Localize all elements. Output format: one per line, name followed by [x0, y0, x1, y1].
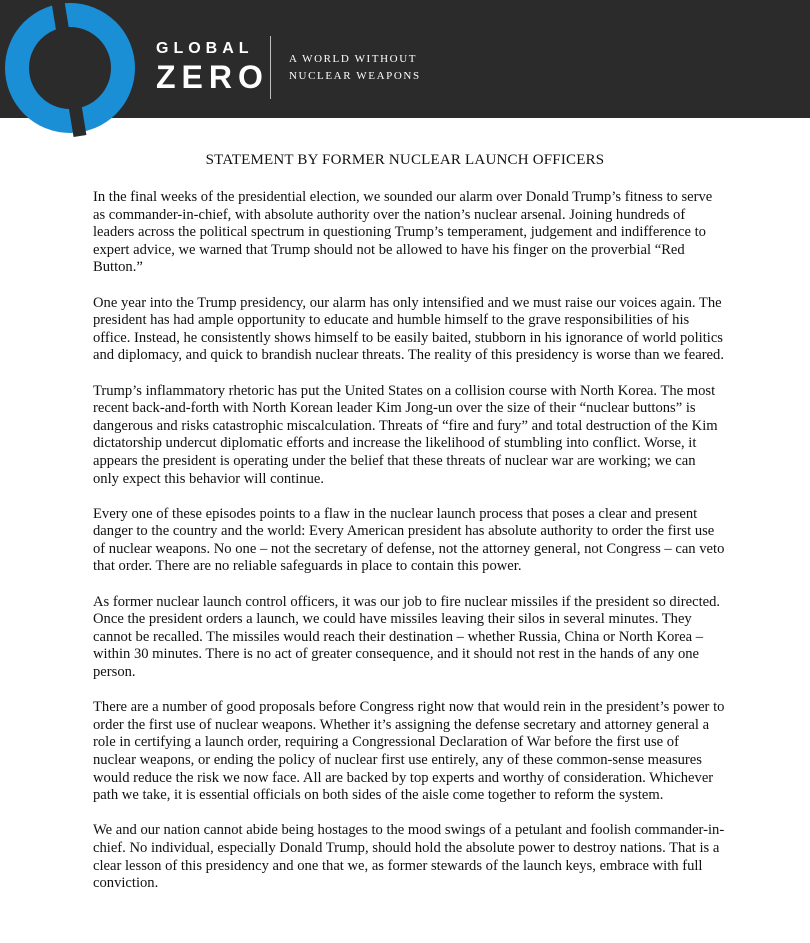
tagline-line-2: NUCLEAR WEAPONS [289, 70, 421, 82]
brand-divider [270, 36, 271, 99]
global-zero-logo-icon [0, 0, 145, 140]
paragraph-4: Every one of these episodes points to a flaw in the nuclear launch process that poses a clear and present danger to the country and the world: Every American president has absolute authority to order the first use of nuclear weapons. No one – not the secretary of defense, not the attorney general, not Congress – can veto that order. There are no reliable safeguards in place to contain this power. [93, 505, 725, 575]
paragraph-3: Trump’s inflammatory rhetoric has put the United States on a collision course with North Korea. The most recent back-and-forth with North Korean leader Kim Jong-un over the size of their “nuclear buttons” is dangerous and risks catastrophic miscalculation. Threats of “fire and fury” and total destruction of the Kim dictatorship undercut diplomatic efforts and increase the likelihood of stumbling into conflict. Worse, it appears the president is operating under the belief that these threats of nuclear war are working; we can only expect this behavior will continue. [93, 382, 718, 487]
brand-wordmark [156, 40, 269, 94]
document-title: STATEMENT BY FORMER NUCLEAR LAUNCH OFFICERS [205, 152, 605, 168]
brand-zero: ZERO [156, 59, 269, 95]
paragraph-1: In the final weeks of the presidential election, we sounded our alarm over Donald Trump’s fitness to serve as commander-in-chief, with absolute authority over the nation’s nuclear arsenal. Joining hundreds of leaders across the political spectrum in questioning Trump’s temperament, judgement and indifference to expert advice, we warned that Trump should not be allowed to have his finger on the proverbial “Red Button.” [93, 189, 713, 276]
tagline-line-1: A WORLD WITHOUT [289, 53, 418, 65]
brand-tagline [289, 51, 421, 85]
paragraph-7: We and our nation cannot abide being hostages to the mood swings of a petulant and foolish commander-in-chief. No individual, especially Donald Trump, should hold the absolute power to destroy nations. That is a clear lesson of this presidency and one that we, as former stewards of the launch keys, embrace with full conviction. [93, 822, 725, 892]
paragraph-6: There are a number of good proposals before Congress right now that would rein in the president’s power to order the first use of nuclear weapons. Whether it’s assigning the defense secretary and attorney general a role in certifying a launch order, requiring a Congressional Declaration of War before the first use of nuclear weapons, or ending the policy of nuclear first use entirely, any of these common-sense measures would reduce the risk we now face. All are backed by top experts and worthy of consideration. Whichever path we take, it is essential officials on both sides of the aisle come together to reform the system. [93, 699, 725, 804]
brand-global: GLOBAL [156, 40, 254, 57]
document-body [93, 189, 725, 910]
paragraph-2: One year into the Trump presidency, our alarm has only intensified and we must raise our voices again. The president has had ample opportunity to educate and humble himself to the grave responsibilities of his office. Instead, he consistently shows himself to be easily baited, stubborn in his ignorance of world politics and diplomacy, and quick to brandish nuclear threats. The reality of this presidency is worse than we feared. [93, 294, 724, 364]
paragraph-5: As former nuclear launch control officers, it was our job to fire nuclear missiles if the president so directed. Once the president orders a launch, we could have missiles leaving their silos in several minutes. They cannot be recalled. The missiles would reach their destination – whether Russia, China or North Korea – within 30 minutes. There is no act of greater consequence, and it should not rest in the hands of any one person. [93, 593, 721, 681]
